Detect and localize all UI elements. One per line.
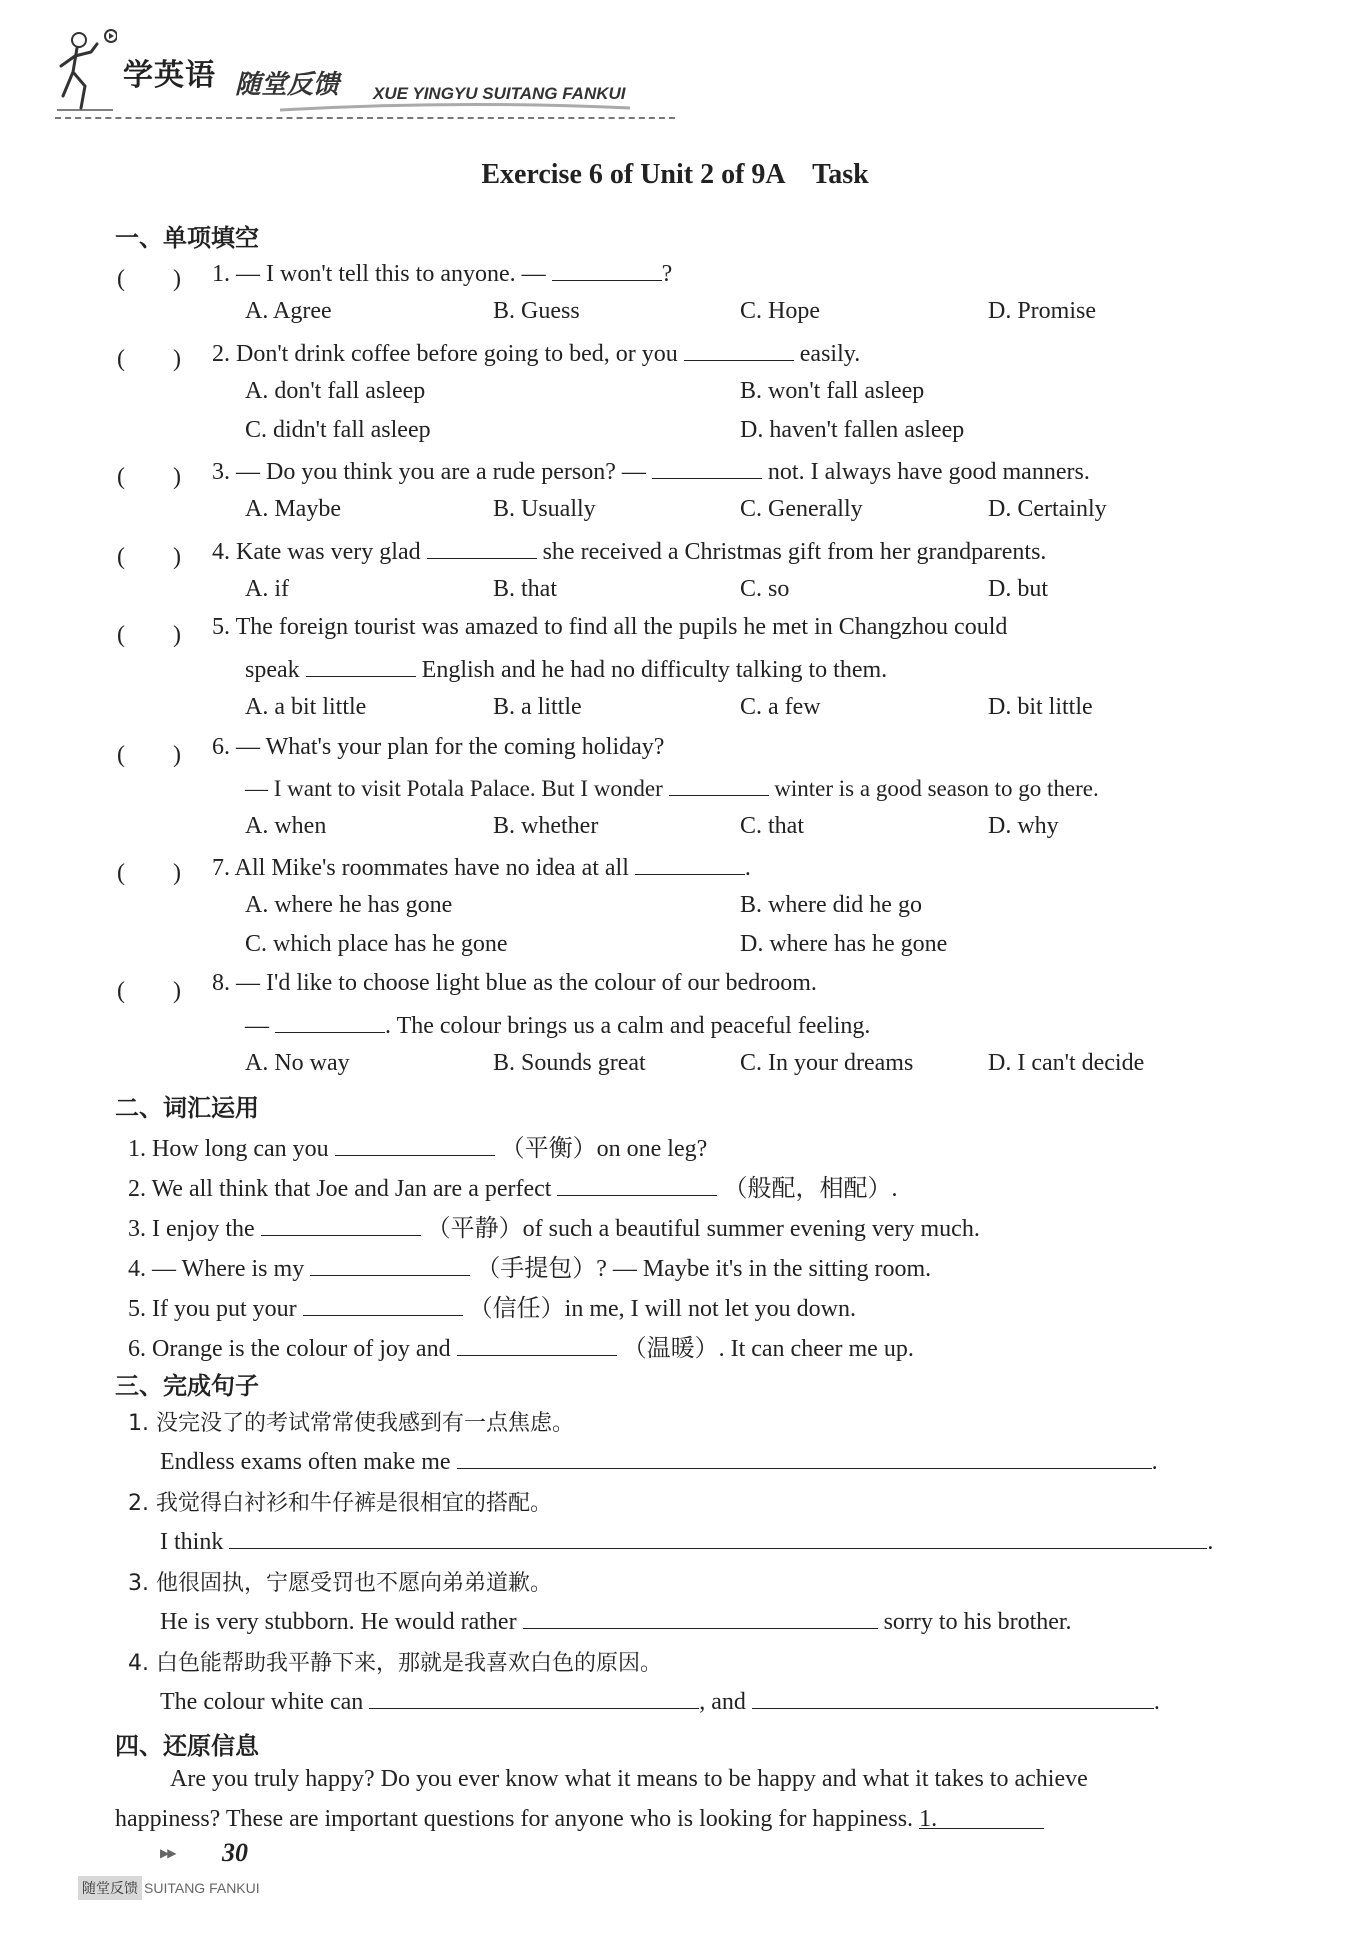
answer-paren[interactable]: ( ) (117, 464, 181, 490)
option-b: B. won't fall asleep (740, 378, 925, 404)
question-3: 3. — Do you think you are a rude person? — not. I always have good manners. (212, 456, 1090, 486)
question-8-cont: — . The colour brings us a calm and peaceful feeling. (245, 1010, 870, 1040)
blank[interactable] (427, 536, 537, 559)
blank[interactable]: 1. (919, 1806, 1044, 1829)
sentence-en: He is very stubborn. He would rather sorry to his brother. (160, 1606, 1072, 1636)
blank[interactable] (306, 654, 416, 677)
option-d: D. where has he gone (740, 931, 948, 957)
vocab-item: 2. We all think that Joe and Jan are a perfect （般配，相配）. (128, 1168, 897, 1203)
section-heading-2: 二、词汇运用 (115, 1094, 259, 1122)
answer-paren[interactable]: ( ) (117, 544, 181, 570)
blank[interactable] (635, 852, 745, 875)
header-swoosh (280, 100, 630, 114)
option-c: C. didn't fall asleep (245, 417, 431, 443)
sentence-cn: 3. 他很固执，宁愿受罚也不愿向弟弟道歉。 (128, 1571, 552, 1596)
blank[interactable] (557, 1173, 717, 1196)
sentence-en: I think . (160, 1526, 1213, 1556)
answer-paren[interactable]: ( ) (117, 266, 181, 292)
question-6: 6. — What's your plan for the coming holiday? (212, 734, 665, 760)
blank[interactable] (229, 1526, 1207, 1549)
blank[interactable] (335, 1133, 495, 1156)
question-7: 7. All Mike's roommates have no idea at all . (212, 852, 751, 882)
question-6-cont: — I want to visit Potala Palace. But I wonder winter is a good season to go there. (245, 773, 1099, 802)
header-banner (55, 18, 675, 118)
sentence-cn: 4. 白色能帮助我平静下来，那就是我喜欢白色的原因。 (128, 1651, 662, 1676)
option-b: B. whether (493, 813, 599, 839)
blank[interactable] (523, 1606, 878, 1629)
question-1: 1. — I won't tell this to anyone. — ? (212, 258, 672, 288)
option-b: B. that (493, 576, 557, 602)
option-a: A. Agree (245, 298, 332, 324)
option-c: C. Hope (740, 298, 820, 324)
option-d: D. I can't decide (988, 1050, 1145, 1076)
vocab-item: 4. — Where is my （手提包）? — Maybe it's in the sitting room. (128, 1248, 931, 1283)
option-d: D. Promise (988, 298, 1096, 324)
footer-tag-en: SUITANG FANKUI (144, 1880, 260, 1896)
option-d: D. but (988, 576, 1048, 602)
option-a: A. Maybe (245, 496, 341, 522)
header-cn-subtitle: 随堂反馈 (235, 70, 340, 100)
option-c: C. In your dreams (740, 1050, 914, 1076)
section-heading-4: 四、还原信息 (115, 1732, 259, 1760)
option-b: B. Guess (493, 298, 580, 324)
option-a: A. if (245, 576, 289, 602)
option-a: A. where he has gone (245, 892, 453, 918)
option-c: C. Generally (740, 496, 863, 522)
option-d: D. Certainly (988, 496, 1107, 522)
blank[interactable] (303, 1293, 463, 1316)
option-b: B. where did he go (740, 892, 922, 918)
vocab-item: 3. I enjoy the （平静）of such a beautiful summer evening very much. (128, 1208, 980, 1243)
answer-paren[interactable]: ( ) (117, 742, 181, 768)
passage-line: happiness? These are important questions for anyone who is looking for happiness. 1. (115, 1806, 1044, 1833)
option-d: D. bit little (988, 694, 1093, 720)
option-b: B. Sounds great (493, 1050, 646, 1076)
question-5: 5. The foreign tourist was amazed to find all the pupils he met in Changzhou could (212, 614, 1008, 640)
blank[interactable] (275, 1010, 385, 1033)
vocab-item: 1. How long can you （平衡）on one leg? (128, 1128, 707, 1163)
answer-paren[interactable]: ( ) (117, 622, 181, 648)
option-a: A. a bit little (245, 694, 367, 720)
answer-paren[interactable]: ( ) (117, 346, 181, 372)
header-en-title: XUE YINGYU SUITANG FANKUI (373, 84, 626, 103)
option-c: C. so (740, 576, 790, 602)
option-b: B. Usually (493, 496, 596, 522)
sentence-cn: 2. 我觉得白衬衫和牛仔裤是很相宜的搭配。 (128, 1491, 552, 1516)
question-8: 8. — I'd like to choose light blue as the colour of our bedroom. (212, 970, 817, 996)
option-a: A. don't fall asleep (245, 378, 426, 404)
sentence-en: Endless exams often make me . (160, 1446, 1158, 1476)
footer-tag-cn: 随堂反馈 (78, 1876, 142, 1900)
page-arrow-icon: ▶▶ (160, 1846, 175, 1860)
question-5-cont: speak English and he had no difficulty talking to them. (245, 654, 887, 684)
header-cn-title: 学英语 (123, 58, 216, 93)
option-d: D. why (988, 813, 1059, 839)
runner-logo-icon (55, 26, 117, 112)
blank[interactable] (652, 456, 762, 479)
blank[interactable] (457, 1333, 617, 1356)
blank[interactable] (457, 1446, 1152, 1469)
option-b: B. a little (493, 694, 582, 720)
section-heading-1: 一、单项填空 (115, 224, 259, 252)
option-c: C. which place has he gone (245, 931, 508, 957)
blank[interactable] (752, 1686, 1154, 1709)
option-a: A. No way (245, 1050, 350, 1076)
blank[interactable] (552, 258, 662, 281)
passage-line: Are you truly happy? Do you ever know what it means to be happy and what it takes to achieve (170, 1766, 1088, 1792)
answer-paren[interactable]: ( ) (117, 978, 181, 1004)
vocab-item: 5. If you put your （信任）in me, I will not let you down. (128, 1288, 856, 1323)
question-4: 4. Kate was very glad she received a Christmas gift from her grandparents. (212, 536, 1046, 566)
page-title: Exercise 6 of Unit 2 of 9A Task (481, 159, 869, 190)
sentence-en: The colour white can , and . (160, 1686, 1160, 1716)
answer-paren[interactable]: ( ) (117, 860, 181, 886)
header-divider (55, 117, 675, 119)
vocab-item: 6. Orange is the colour of joy and （温暖）. It can cheer me up. (128, 1328, 914, 1363)
blank[interactable] (684, 338, 794, 361)
question-2: 2. Don't drink coffee before going to bed, or you easily. (212, 338, 860, 368)
option-d: D. haven't fallen asleep (740, 417, 965, 443)
blank[interactable] (310, 1253, 470, 1276)
section-heading-3: 三、完成句子 (115, 1372, 259, 1400)
footer-tag (78, 1876, 260, 1900)
option-c: C. that (740, 813, 804, 839)
sentence-cn: 1. 没完没了的考试常常使我感到有一点焦虑。 (128, 1411, 574, 1436)
blank[interactable] (369, 1686, 699, 1709)
blank[interactable] (261, 1213, 421, 1236)
option-c: C. a few (740, 694, 821, 720)
page-number: 30 (222, 1838, 248, 1867)
blank[interactable] (669, 773, 769, 796)
option-a: A. when (245, 813, 327, 839)
